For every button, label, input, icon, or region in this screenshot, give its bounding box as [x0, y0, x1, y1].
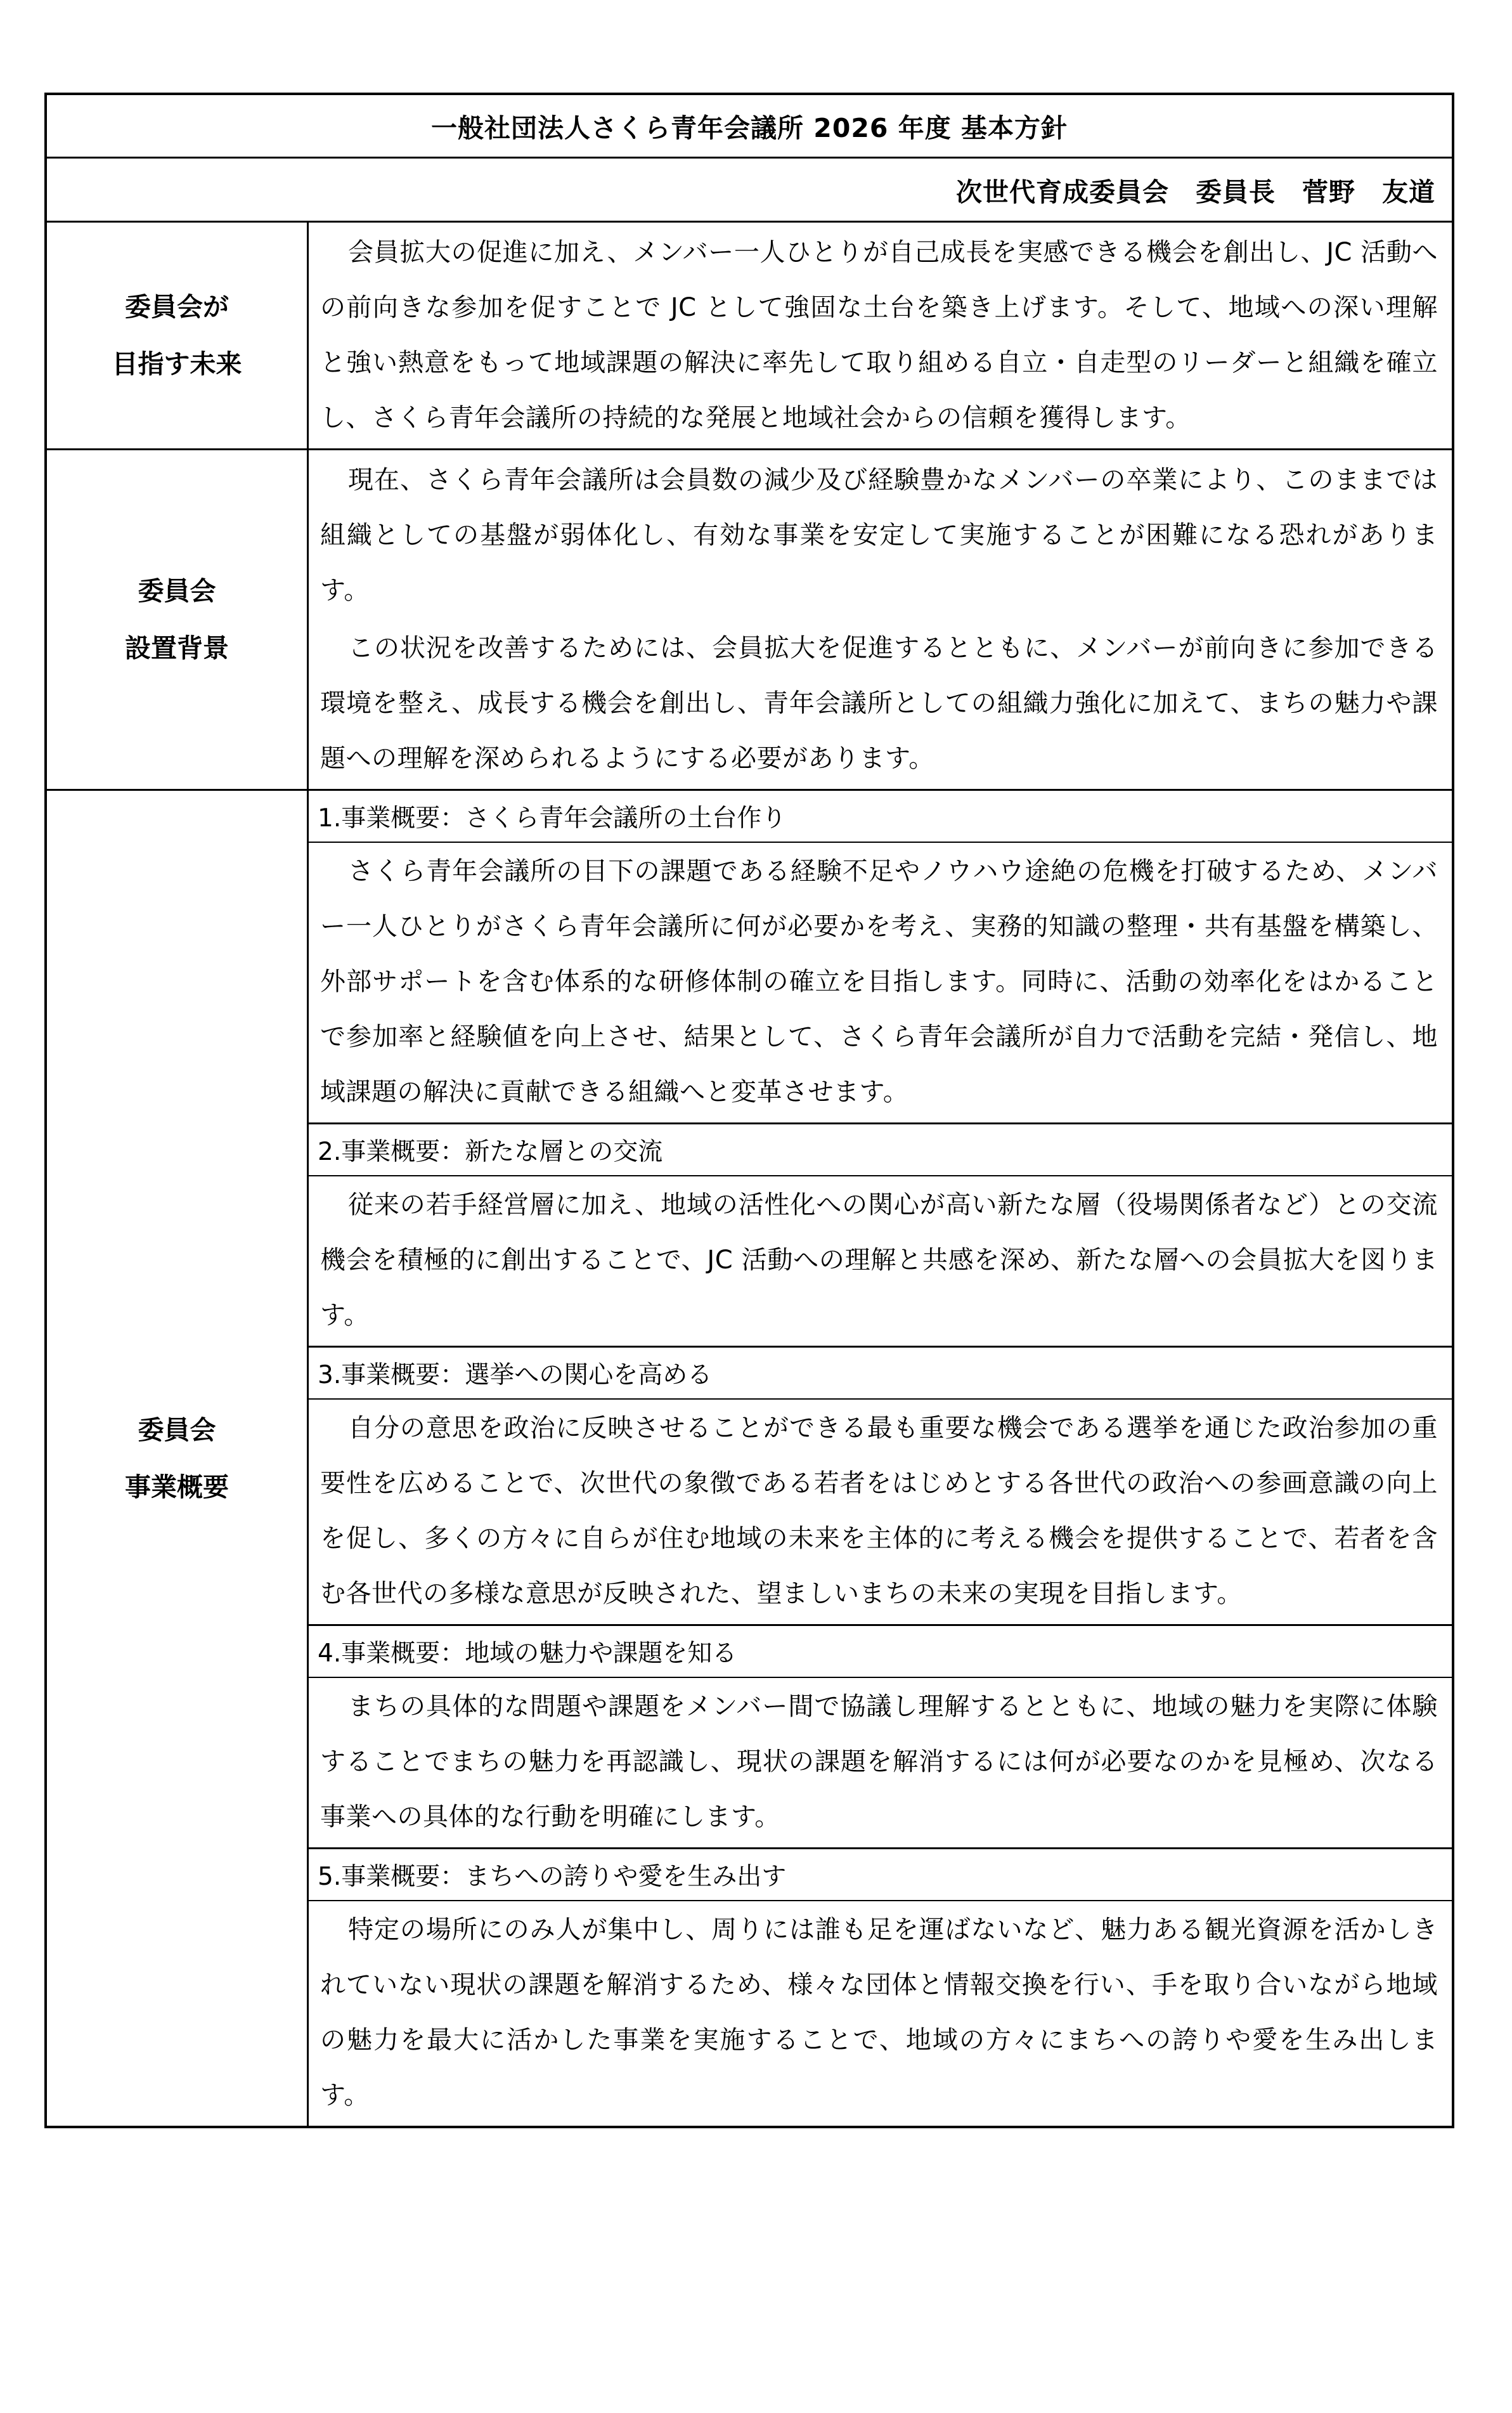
label-line: 委員会 [138, 1414, 216, 1445]
project-text: 特定の場所にのみ人が集中し、周りには誰も足を運ばないなど、魅力ある観光資源を活かしきれていない現状の課題を解消するため、様々な団体と情報交換を行い、手を取り合いながら地域の魅力を最大に活かした事業を実施することで、地域の方々にまちへの誇りや愛を生み出します。 [320, 1915, 1438, 2110]
project-item [309, 791, 1452, 1124]
project-item [309, 1124, 1452, 1348]
section-background [47, 450, 1452, 791]
label-line: 委員会 [138, 576, 216, 606]
project-text: さくら青年会議所の目下の課題である経験不足やノウハウ途絶の危機を打破するため、メンバー一人ひとりがさくら青年会議所に何が必要かを考え、実務的知識の整理・共有基盤を構築し、外部サポートを含む体系的な研修体制の確立を目指します。同時に、活動の効率化をはかることで参加率と経験値を向上させ、結果として、さくら青年会議所が自力で活動を完結・発信し、地域課題の解決に貢献できる組織へと変革させます。 [309, 843, 1452, 1124]
policy-document [44, 93, 1454, 2128]
label-line: 設置背景 [125, 633, 229, 663]
section-label [47, 791, 309, 2126]
section-body [309, 223, 1452, 448]
project-heading: 1.事業概要：さくら青年会議所の土台作り [309, 791, 1452, 843]
project-heading: 4.事業概要：地域の魅力や課題を知る [309, 1626, 1452, 1678]
project-item [309, 1626, 1452, 1849]
section-projects [47, 791, 1452, 2126]
section-body [309, 791, 1452, 2126]
paragraph: この状況を改善するためには、会員拡大を促進するとともに、メンバーが前向きに参加できる環境を整え、成長する機会を創出し、青年会議所としての組織力強化に加えて、まちの魅力や課題への理解を深められるようにする必要があります。 [320, 634, 1438, 773]
label-line: 委員会が [125, 292, 229, 322]
project-heading: 5.事業概要：まちへの誇りや愛を生み出す [309, 1849, 1452, 1901]
label-line: 目指す未来 [112, 349, 242, 379]
section-body [309, 450, 1452, 789]
project-heading: 2.事業概要：新たな層との交流 [309, 1124, 1452, 1176]
label-line: 事業概要 [125, 1471, 229, 1502]
section-future [47, 223, 1452, 450]
project-item [309, 1348, 1452, 1626]
section-label [47, 223, 309, 448]
project-text: まちの具体的な問題や課題をメンバー間で協議し理解するとともに、地域の魅力を実際に体験することでまちの魅力を再認識し、現状の課題を解消するには何が必要なのかを見極め、次なる事業への具体的な行動を明確にします。 [309, 1678, 1452, 1849]
project-item [309, 1849, 1452, 2126]
document-title: 一般社団法人さくら青年会議所 2026 年度 基本方針 [47, 95, 1452, 159]
section-label [47, 450, 309, 789]
project-text: 自分の意思を政治に反映させることができる最も重要な機会である選挙を通じた政治参加の重要性を広めることで、次世代の象徴である若者をはじめとする各世代の政治への参画意識の向上を促し、多くの方々に自らが住む地域の未来を主体的に考える機会を提供することで、若者を含む各世代の多様な意思が反映された、望ましいまちの未来の実現を目指します。 [309, 1400, 1452, 1626]
committee-chair: 次世代育成委員会 委員長 菅野 友道 [47, 159, 1452, 223]
project-text: 従来の若手経営層に加え、地域の活性化への関心が高い新たな層（役場関係者など）との交流機会を積極的に創出することで、JC 活動への理解と共感を深め、新たな層への会員拡大を図ります。 [309, 1176, 1452, 1348]
project-heading: 3.事業概要：選挙への関心を高める [309, 1348, 1452, 1400]
paragraph: 会員拡大の促進に加え、メンバー一人ひとりが自己成長を実感できる機会を創出し、JC 活動への前向きな参加を促すことで JC として強固な土台を築き上げます。そして、地域への深い理解と強い熱意をもって地域課題の解決に率先して取り組める自立・自走型のリーダーと組織を確立し、さくら青年会議所の持続的な発展と地域社会からの信頼を獲得します。 [320, 238, 1438, 433]
paragraph: 現在、さくら青年会議所は会員数の減少及び経験豊かなメンバーの卒業により、このままでは組織としての基盤が弱体化し、有効な事業を安定して実施することが困難になる恐れがあります。 [320, 465, 1438, 605]
